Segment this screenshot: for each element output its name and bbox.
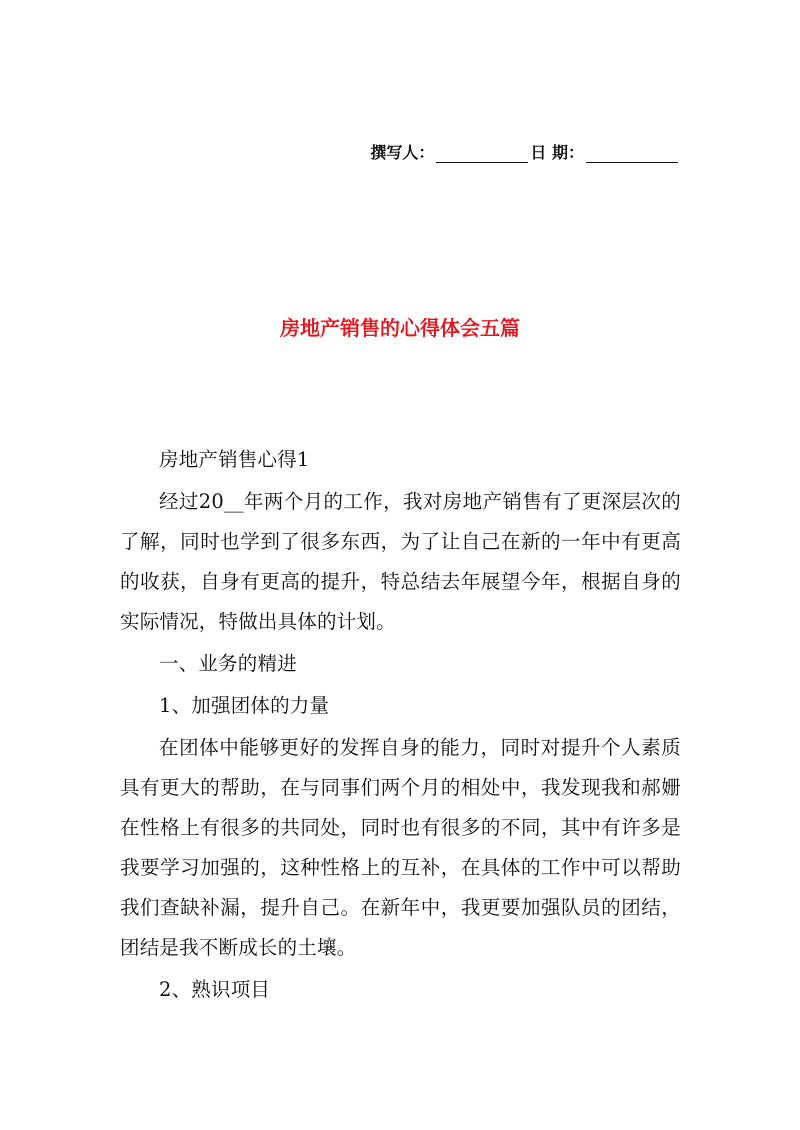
author-blank	[436, 146, 528, 163]
subsection-heading: 2、熟识项目	[159, 978, 271, 1001]
section-heading: 一、业务的精进	[159, 652, 297, 675]
date-blank	[586, 146, 678, 163]
date-label: 日 期：	[530, 143, 584, 162]
paragraph: 经过20__年两个月的工作，我对房地产销售有了更深层次的了解，同时也学到了很多东西，为了让自己在新的一年中有更高的收获，自身有更高的提升，特总结去年展望今年，根据自身的实际情况，特做出具体的计划。	[120, 490, 681, 633]
document-title: 房地产销售的心得体会五篇	[280, 316, 520, 340]
paragraph: 在团体中能够更好的发挥自身的能力，同时对提升个人素质具有更大的帮助，在与同事们两个月的相处中，我发现我和郝姗在性格上有很多的共同处，同时也有很多的不同，其中有许多是我要学习加强的，这种性格上的互补，在具体的工作中可以帮助我们查缺补漏，提升自己。在新年中，我更要加强队员的团结，团结是我不断成长的土壤。	[120, 736, 681, 959]
author-date-line	[370, 140, 680, 163]
section-heading: 房地产销售心得1	[159, 448, 310, 471]
subsection-heading: 1、加强团体的力量	[159, 694, 330, 717]
author-label: 撰写人：	[370, 143, 435, 162]
document-body	[120, 440, 681, 1012]
